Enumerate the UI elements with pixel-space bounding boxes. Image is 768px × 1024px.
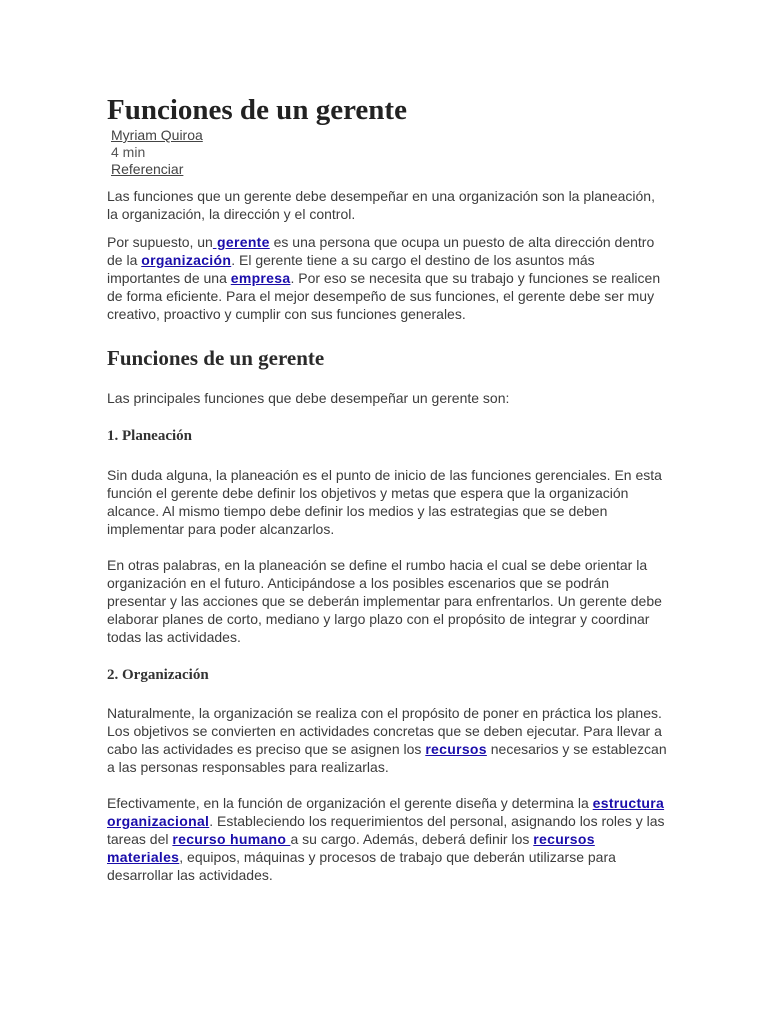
- estructura-organizacional-link[interactable]: estructura organizacional: [107, 795, 665, 829]
- gerente-paragraph: [107, 233, 667, 323]
- page-title: Funciones de un gerente: [107, 94, 407, 126]
- text-run: Efectivamente, en la función de organización el gerente diseña y determina la: [107, 795, 593, 811]
- text-run: Naturalmente, la organización se realiza con el propósito de poner en práctica los planes. Los objetivos se convierten en actividades concretas que se deben ejecutar. Para llevar a cabo las actividades es preciso que se asignen los: [107, 705, 662, 757]
- text-run: . Por eso se necesita que su trabajo y funciones se realicen de forma eficiente. Para el mejor desempeño de sus funciones, el gerente debe ser muy creativo, proactivo y cumplir con sus funciones generales.: [107, 270, 661, 322]
- organizacion-paragraph-2: [107, 794, 667, 884]
- planeacion-paragraph-2: En otras palabras, en la planeación se define el rumbo hacia el cual se debe orientar la organización en el futuro. Anticipándose a los posibles escenarios que se podrán presentar y las acciones que se deberán implementar para enfrentarlos. Un gerente debe elaborar planes de corto, mediano y largo plazo con el propósito de integrar y coordinar todas las actividades.: [107, 557, 662, 645]
- gerente-link[interactable]: gerente: [212, 234, 270, 250]
- author-link[interactable]: Myriam Quiroa: [111, 127, 203, 143]
- recursos-link[interactable]: recursos: [425, 741, 487, 757]
- article: [107, 93, 667, 884]
- text-run: , equipos, máquinas y procesos de trabajo que deberán utilizarse para desarrollar las actividades.: [107, 849, 616, 883]
- intro-paragraph: Las funciones que un gerente debe desempeñar en una organización son la planeación, la organización, la dirección y el control.: [107, 188, 655, 222]
- organizacion-link[interactable]: organización: [141, 252, 232, 268]
- empresa-link[interactable]: empresa: [230, 270, 291, 286]
- organizacion-paragraph-1: [107, 704, 667, 776]
- section-heading: Funciones de un gerente: [107, 346, 325, 370]
- section-intro: Las principales funciones que debe desempeñar un gerente son:: [107, 390, 510, 406]
- recurso-humano-link[interactable]: recurso humano: [172, 831, 291, 847]
- planeacion-heading: 1. Planeación: [107, 428, 192, 444]
- text-run: . Estableciendo los requerimientos del personal, asignando los roles y las tareas del: [107, 813, 665, 847]
- text-run: a su cargo. Además, deberá definir los: [290, 831, 534, 847]
- article-meta: [111, 127, 667, 178]
- text-run: es una persona que ocupa un puesto de alta dirección dentro de la: [107, 234, 655, 268]
- text-run: Por supuesto, un: [107, 234, 213, 250]
- text-run: necesarios y se establezcan a las personas responsables para realizarlas.: [107, 741, 667, 775]
- planeacion-paragraph-1: Sin duda alguna, la planeación es el punto de inicio de las funciones gerenciales. En esta función el gerente debe definir los objetivos y metas que espera que la organización alcance. Al mismo tiempo debe definir los medios y las estrategias que se deben implementar para poder alcanzarlos.: [107, 467, 662, 537]
- recursos-materiales-link[interactable]: recursos materiales: [107, 831, 595, 865]
- read-time: 4 min: [111, 144, 146, 160]
- cite-link[interactable]: Referenciar: [111, 161, 184, 177]
- organizacion-heading: 2. Organización: [107, 667, 209, 683]
- text-run: . El gerente tiene a su cargo el destino de los asuntos más importantes de una: [107, 252, 595, 286]
